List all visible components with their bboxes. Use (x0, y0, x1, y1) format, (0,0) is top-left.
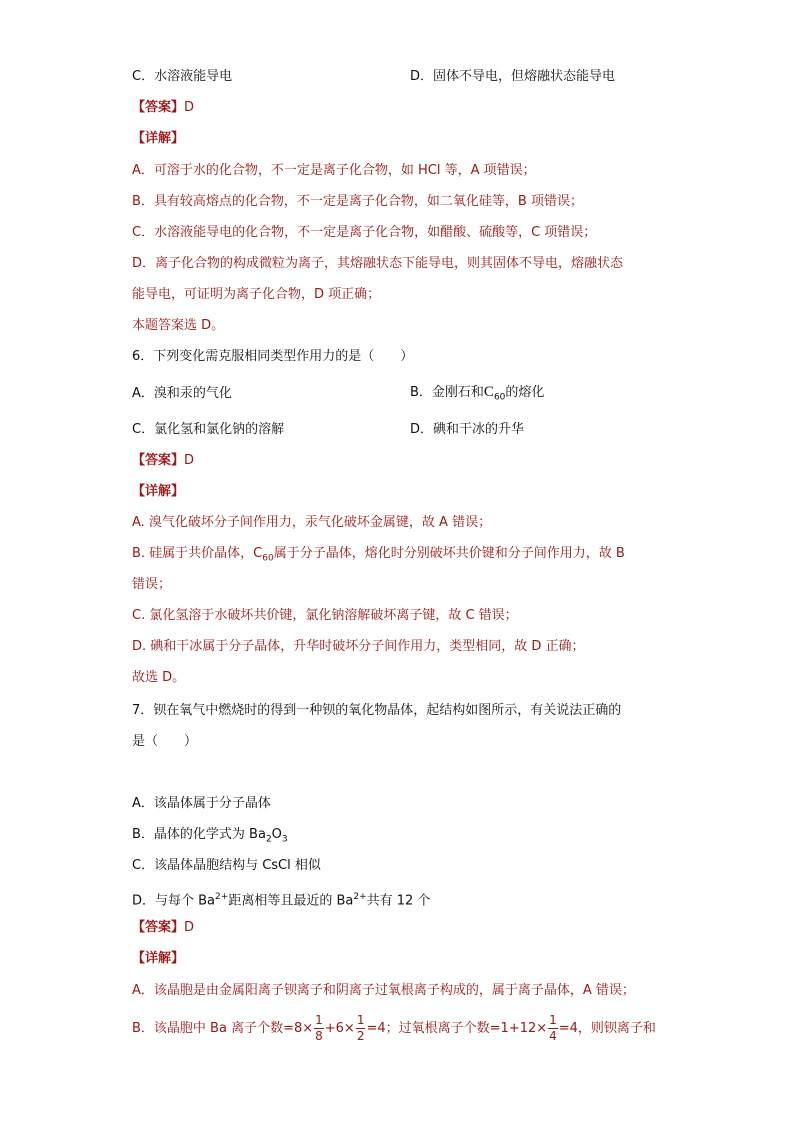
q7-option-c: C．该晶体晶胞结构与 CsCl 相似 (132, 858, 321, 873)
q7-option-d: D．与每个 $Ba^{2+}$距离相等且最近的 $Ba^{2+}$共有 12 个 (132, 892, 431, 909)
answer-label: 【答案】 (132, 100, 185, 115)
q7-option-b: B．晶体的化学式为 $Ba_2O_3$ (132, 827, 288, 845)
answer-label: 【答案】 (132, 453, 185, 468)
fraction-one-eighth: $\frac{1}{8}$ (315, 1013, 323, 1043)
fraction-one-half: $\frac{1}{2}$ (356, 1013, 365, 1043)
q5-answer (132, 99, 194, 117)
q6-option-a: A．溴和汞的气化 (132, 386, 232, 401)
q5-detail-b: B．具有较高熔点的化合物，不一定是离子化合物，如二氧化硅等，B 项错误； (132, 194, 583, 209)
q5-detail-label: 【详解】 (132, 131, 185, 146)
q6-detail-a: A. 溴气化破坏分子间作用力，汞气化破坏金属键，故 A 错误； (132, 515, 492, 530)
q5-detail-c: C．水溶液能导电的化合物，不一定是离子化合物，如醋酸、硫酸等，C 项错误； (132, 225, 597, 240)
q5-detail-a: A．可溶于水的化合物，不一定是离子化合物，如 HCl 等，A 项错误； (132, 163, 536, 178)
q6-detail-c: C. 氯化氢溶于水破坏共价键，氯化钠溶解破坏离子键，故 C 错误； (132, 608, 518, 623)
q6-option-c: C．氯化氢和氯化钠的溶解 (132, 422, 285, 437)
answer-value: D (184, 920, 195, 935)
q5-detail-d: D．离子化合物的构成微粒为离子，其熔融状态下能导电，则其固体不导电，熔融状态 (132, 256, 624, 271)
q5-conclusion: 本题答案选 D。 (132, 318, 225, 333)
carbon-symbol: C (483, 384, 494, 400)
q7-answer (132, 919, 194, 937)
q6-conclusion: 故选 D。 (132, 670, 186, 685)
q6-answer (132, 452, 194, 470)
q7-stem-line1: 7．钡在氧气中燃烧时的得到一种钡的氧化物晶体，起结构如图所示，有关说法正确的 (132, 703, 622, 718)
q6-detail-label: 【详解】 (132, 484, 185, 499)
q7-detail-a: A．该晶胞是由金属阳离子钡离子和阴离子过氧根离子构成的，属于离子晶体，A 错误； (132, 983, 635, 998)
answer-value: D (184, 453, 195, 468)
q6-detail-d: D. 碘和干冰属于分子晶体，升华时破坏分子间作用力，类型相同，故 D 正确； (132, 639, 585, 654)
q7-stem-line2: 是（ ） (132, 734, 198, 749)
answer-value: D (184, 100, 195, 115)
q7-detail-label: 【详解】 (132, 951, 185, 966)
q5-detail-d-cont: 能导电，可证明为离子化合物，D 项正确； (132, 287, 381, 302)
q6-option-b: B．金刚石和$C_{60}$的熔化 (410, 384, 545, 403)
q6-option-d: D．碘和干冰的升华 (410, 422, 525, 437)
q5-option-c: C．水溶液能导电 (132, 69, 233, 84)
q6-detail-b-cont: 错误； (132, 577, 172, 592)
q6-stem: 6．下列变化需克服相同类型作用力的是（ ） (132, 349, 414, 364)
q5-option-d: D．固体不导电，但熔融状态能导电 (410, 69, 616, 84)
answer-label: 【答案】 (132, 920, 185, 935)
fraction-one-quarter: $\frac{1}{4}$ (549, 1013, 557, 1043)
q7-detail-b: B．该晶胞中 Ba 离子个数=8× $\frac{1}{8}$ +6× $\frac{1}{2}$ =4；过氧根离子个数=1+12× $\frac{1}{4}$ =4，则钡离子和 (132, 1013, 656, 1043)
q6-detail-b: B. 硅属于共价晶体，$C_{60}$属于分子晶体，熔化时分别破坏共价键和分子间作用力，故 B (132, 546, 625, 564)
q7-option-a: A．该晶体属于分子晶体 (132, 796, 271, 811)
